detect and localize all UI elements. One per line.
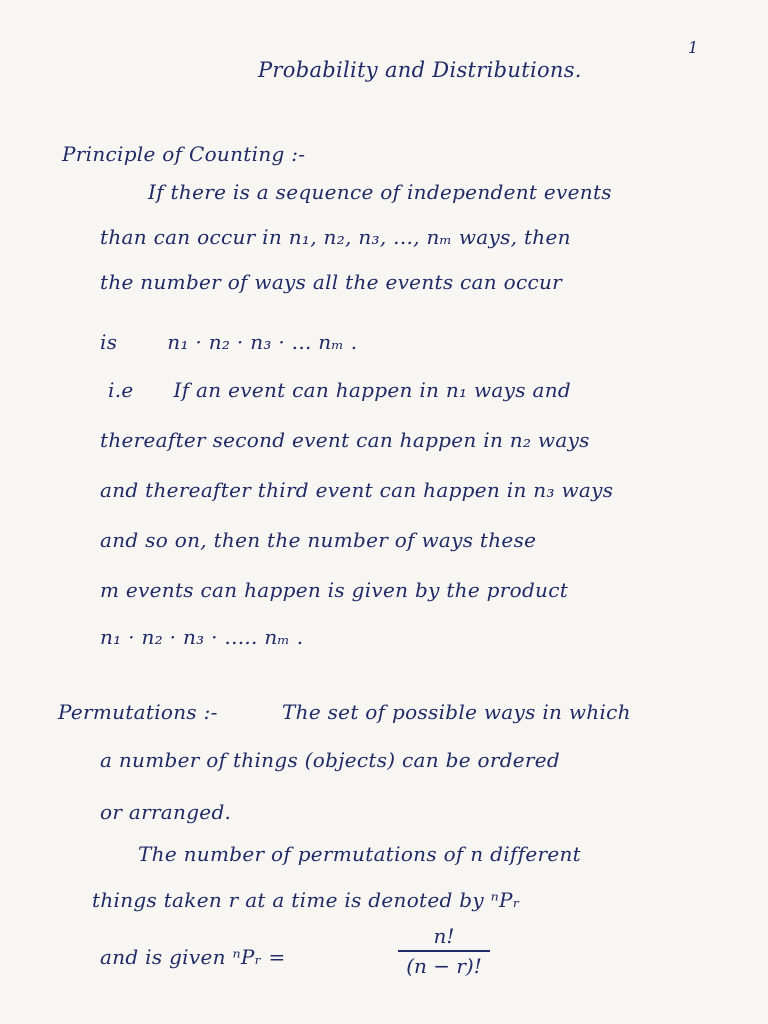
permutations-line-1: The set of possible ways in which <box>282 700 631 724</box>
permutations-line-3: or arranged. <box>100 800 232 824</box>
counting-line-1: If there is a sequence of independent events <box>148 180 612 204</box>
counting-product-formula: n₁ · n₂ · n₃ · ... nₘ . <box>167 330 358 354</box>
section-heading-counting: Principle of Counting :- <box>62 142 306 166</box>
counting-line-9: m events can happen is given by the product <box>100 578 569 602</box>
page-title: Probability and Distributions. <box>258 58 582 82</box>
counting-line-3: the number of ways all the events can occur <box>100 270 563 294</box>
counting-line-6: thereafter second event can happen in n₂ ways <box>100 428 590 452</box>
permutations-line-6: and is given ⁿPᵣ = <box>100 945 286 969</box>
counting-line-10: n₁ · n₂ · n₃ · ..... nₘ . <box>100 625 304 649</box>
formula-numerator: n! <box>433 924 455 948</box>
counting-line-5 <box>108 378 571 402</box>
permutations-line-4: The number of permutations of n different <box>138 842 581 866</box>
section-heading-permutations: Permutations :- <box>58 700 218 724</box>
counting-line-8: and so on, then the number of ways these <box>100 528 537 552</box>
permutations-line-5: things taken r at a time is denoted by ⁿPᵣ <box>92 888 521 912</box>
counting-line-5-prefix: i.e <box>108 378 134 402</box>
page-number: 1 <box>688 38 699 57</box>
permutation-formula-fraction <box>398 924 490 978</box>
counting-line-4 <box>100 330 357 354</box>
counting-line-4-prefix: is <box>100 330 118 354</box>
permutations-line-2: a number of things (objects) can be ordered <box>100 748 561 772</box>
counting-line-2: than can occur in n₁, n₂, n₃, ..., nₘ ways, then <box>100 225 571 249</box>
counting-line-7: and thereafter third event can happen in n₃ ways <box>100 478 614 502</box>
counting-line-5-text: If an event can happen in n₁ ways and <box>173 378 571 402</box>
formula-denominator: (n − r)! <box>406 953 482 978</box>
fraction-bar <box>398 950 490 952</box>
